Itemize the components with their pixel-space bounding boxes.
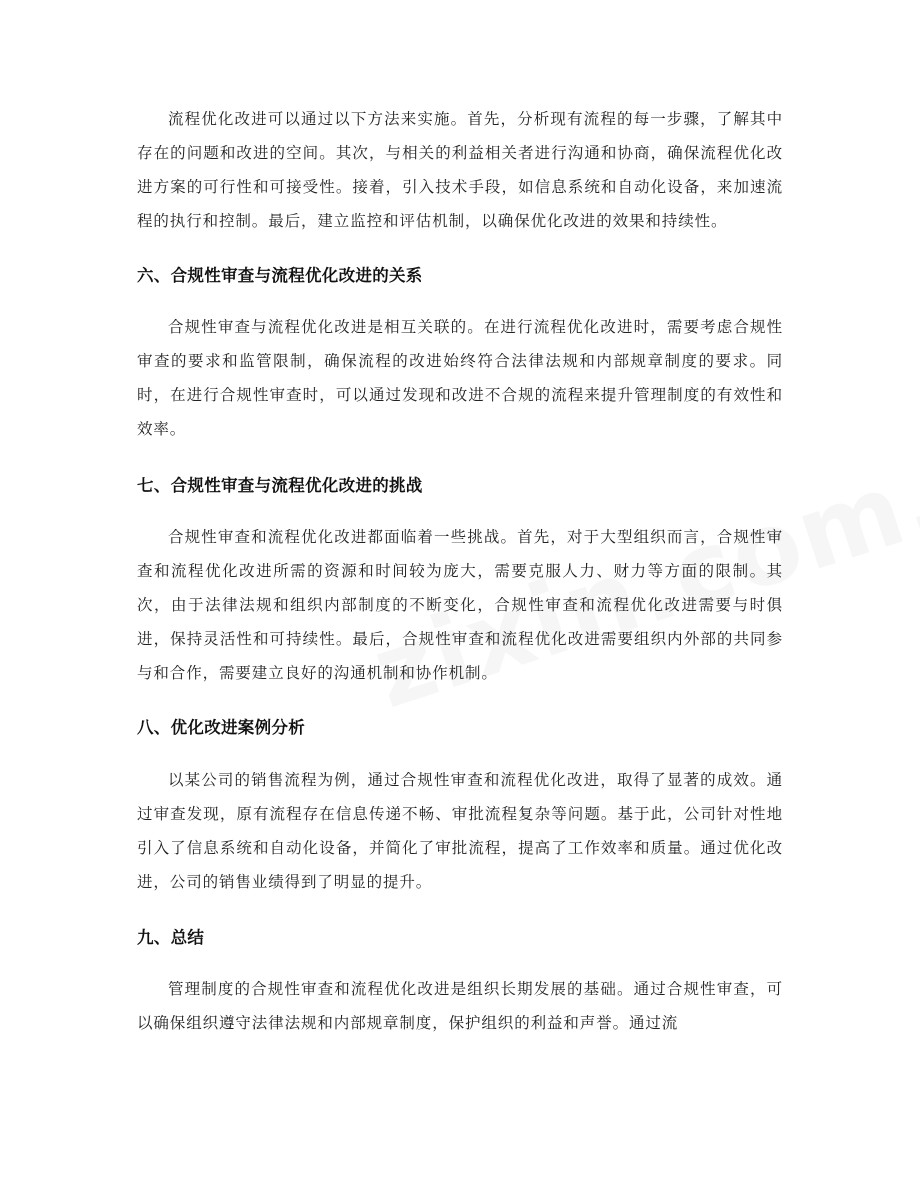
heading-section-8: 八、优化改进案例分析: [137, 718, 305, 737]
paragraph-section-9: 管理制度的合规性审查和流程优化改进是组织长期发展的基础。通过合规性审查，可以确保组织遵守法律法规和内部规章制度，保护组织的利益和声誉。通过流: [137, 980, 783, 1032]
paragraph-section-7: 合规性审查和流程优化改进都面临着一些挑战。首先，对于大型组织而言，合规性审查和流程优化改进所需的资源和时间较为庞大，需要克服人力、财力等方面的限制。其次，由于法律法规和组织内部制度的不断变化，合规性审查和流程优化改进需要与时俱进，保持灵活性和可持续性。最后，合规性审查和流程优化改进需要组织内外部的共同参与和合作，需要建立良好的沟通机制和协作机制。: [137, 528, 783, 682]
paragraph-section-8: 以某公司的销售流程为例，通过合规性审查和流程优化改进，取得了显著的成效。通过审查发现，原有流程存在信息传递不畅、审批流程复杂等问题。基于此，公司针对性地引入了信息系统和自动化设备，并简化了审批流程，提高了工作效率和质量。通过优化改进，公司的销售业绩得到了明显的提升。: [137, 771, 783, 891]
document-page: [137, 102, 783, 1040]
heading-section-9: 九、总结: [137, 928, 205, 947]
heading-section-7: 七、合规性审查与流程优化改进的挑战: [137, 476, 423, 495]
paragraph-section-6: 合规性审查与流程优化改进是相互关联的。在进行流程优化改进时，需要考虑合规性审查的要求和监管限制，确保流程的改进始终符合法律法规和内部规章制度的要求。同时，在进行合规性审查时，可以通过发现和改进不合规的流程来提升管理制度的有效性和效率。: [137, 318, 783, 438]
heading-section-6: 六、合规性审查与流程优化改进的关系: [137, 266, 423, 285]
paragraph-intro: 流程优化改进可以通过以下方法来实施。首先，分析现有流程的每一步骤，了解其中存在的问题和改进的空间。其次，与相关的利益相关者进行沟通和协商，确保流程优化改进方案的可行性和可接受性。接着，引入技术手段，如信息系统和自动化设备，来加速流程的执行和控制。最后，建立监控和评估机制，以确保优化改进的效果和持续性。: [137, 110, 783, 230]
